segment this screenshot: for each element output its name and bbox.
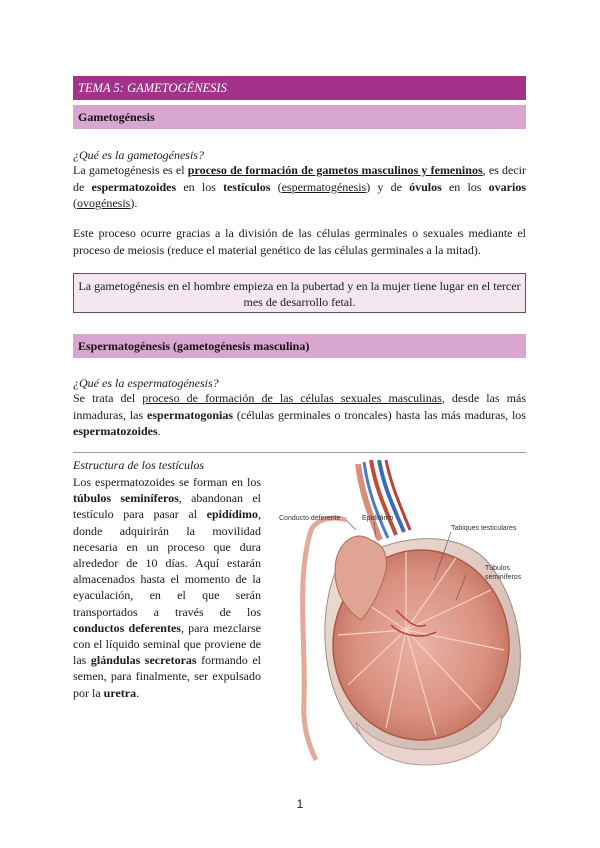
label-tabiques-testiculares: Tabiques testiculares — [451, 525, 517, 532]
testicle-anatomy-illustration — [276, 460, 532, 770]
paragraph-espermatogenesis-definition: Se trata del proceso de formación de las células sexuales masculinas, desde las más inmaduras, las espermatogonias (células germinales o troncales) hasta las más maduras, los espermatozoides. — [73, 391, 527, 438]
label-tubulos-2: seminíferos — [485, 574, 522, 581]
question-espermatogenesis: ¿Qué es la espermatogénesis? — [73, 376, 219, 390]
section-heading-gametogenesis: Gametogénesis — [73, 105, 526, 129]
label-epididimo: Epidídimo — [362, 515, 394, 522]
question-gametogenesis: ¿Qué es la gametogénesis? — [73, 148, 204, 162]
label-tubulos-1: Túbulos — [485, 565, 510, 572]
spermatic-cord — [358, 460, 410, 540]
label-conducto-deferente: Conducto deferente — [279, 515, 341, 522]
section-heading-espermatogenesis: Espermatogénesis (gametogénesis masculina) — [73, 334, 526, 358]
paragraph-testicle-structure: Los espermatozoides se forman en los túbulos seminíferos, abandonan el testículo para pasar al epidídimo, donde adquirirán la movilidad necesaria en un proceso que dura alrededor de 10 días. Aquí estarán almacenados hasta el momento de la eyaculación, en el que serán transportados a través de los conductos deferentes, para mezclarse con el líquido seminal que proviene de las glándulas secretoras formando el semen, para finalmente, ser expulsado por la uretra. — [73, 475, 261, 700]
page-number: 1 — [296, 797, 304, 811]
subheading-structure: Estructura de los testículos — [73, 458, 204, 472]
paragraph-gametogenesis-definition: La gametogénesis es el proceso de formación de gametos masculinos y femeninos, es decir de espermatozoides en los testículos (espermatogénesis) y de óvulos en los ovarios (ovogénesis). — [73, 163, 527, 210]
paragraph-meiosis: Este proceso ocurre gracias a la división de las células germinales o sexuales mediante el proceso de meiosis (reduce el material genético de las células germinales a la mitad). — [73, 226, 526, 257]
divider-line — [73, 452, 526, 453]
document-title: TEMA 5: GAMETOGÉNESIS — [73, 76, 526, 100]
vas-deferens — [303, 530, 316, 760]
callout-box: La gametogénesis en el hombre empieza en la pubertad y en la mujer tiene lugar en el tercer mes de desarrollo fetal. — [73, 273, 526, 313]
